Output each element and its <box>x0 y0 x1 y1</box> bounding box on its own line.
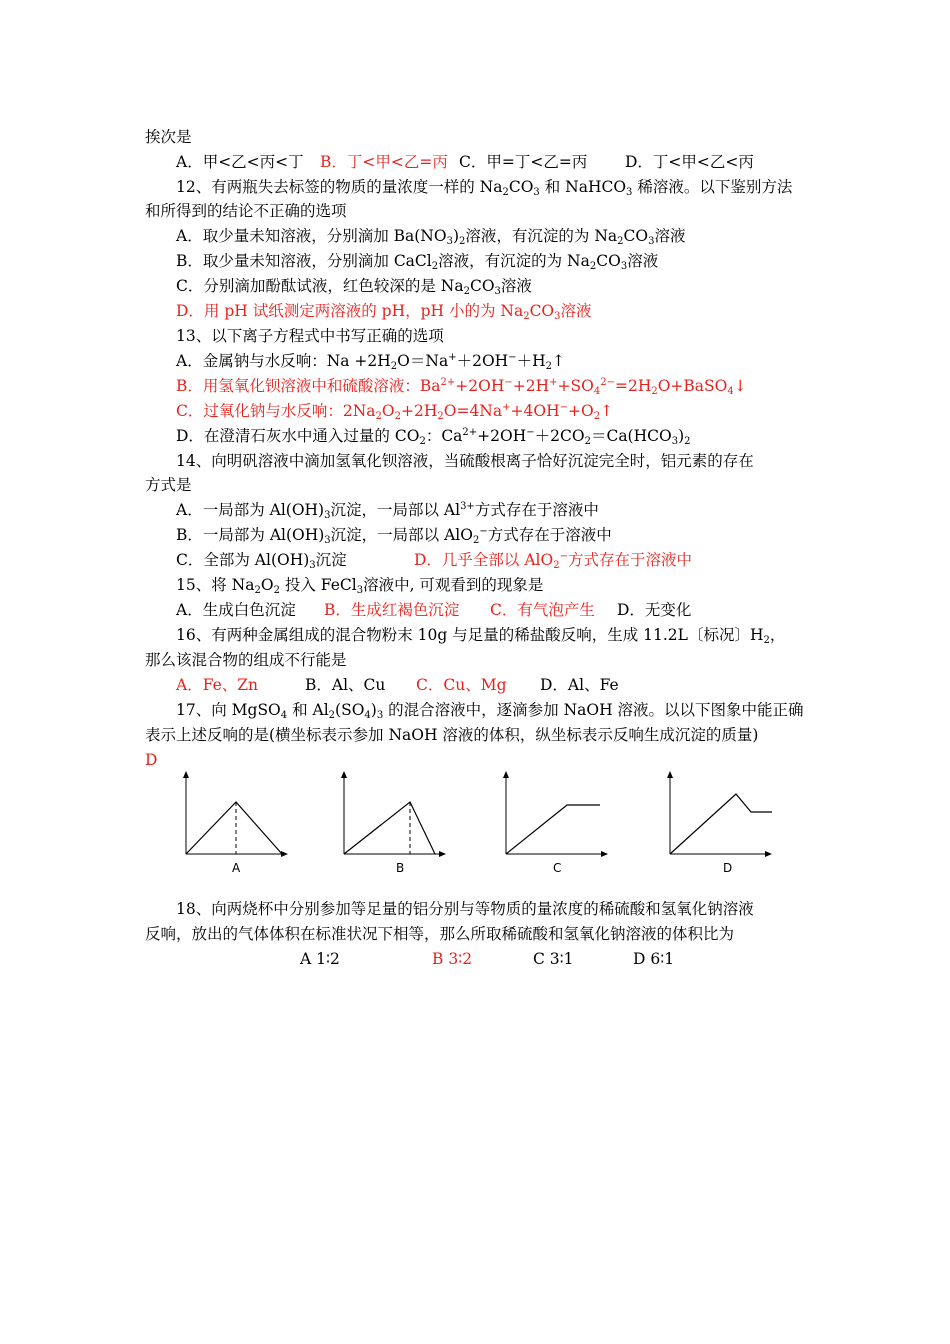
q15-option-d: D．无变化 <box>617 601 692 619</box>
q12-option-a: A．取少量未知溶液，分别滴加 $Ba(NO_3)_2$溶液，有沉淀的为 $Na_2CO_3$溶液 <box>176 227 686 247</box>
q18-option-a: A 1∶2 <box>300 950 340 968</box>
q16-stem-cont: 那么该混合物的组成不行能是 <box>145 651 347 669</box>
q18-option-c: C 3∶1 <box>533 950 574 968</box>
q17-stem-cont: 表示上述反响的是(横坐标表示参加 NaOH 溶液的体积，纵坐标表示反响生成沉淀的质量) <box>145 726 759 744</box>
q14-stem: 14、向明矾溶液中滴加氢氧化钡溶液，当硫酸根离子恰好沉淀完全时，铝元素的存在 <box>176 452 754 470</box>
q16-stem: 16、有两种金属组成的混合物粉末 10g 与足量的稀盐酸反响，生成 11.2L〔标况〕$H_2$， <box>176 626 786 646</box>
q14-option-a: A．一局部为 $Al(OH)_3$沉淀，一局部以 $Al^{3+}$方式存在于溶液中 <box>176 501 599 521</box>
q16-option-c-answer: C．Cu、Mg <box>416 676 507 694</box>
q12-stem-cont: 和所得到的结论不正确的选项 <box>145 202 347 220</box>
q13-option-b-answer: B．用氢氧化钡溶液中和硫酸溶液：$Ba^{2+}+2OH^-+2H^++SO_4^{2-}=2H_2O+BaSO_4↓$ <box>176 377 747 397</box>
q16-option-b: B．Al、Cu <box>305 676 386 694</box>
q18-stem-cont: 反响，放出的气体体积在标准状况下相等，那么所取稀硫酸和氢氧化钠溶液的体积比为 <box>145 925 735 943</box>
q12-option-c: C．分别滴加酚酞试液，红色较深的是 $Na_2CO_3$溶液 <box>176 277 532 297</box>
q14-stem-cont: 方式是 <box>145 476 192 494</box>
q15-stem: 15、将 $Na_2O_2$ 投入 FeCl$_3$溶液中, 可观看到的现象是 <box>176 576 544 596</box>
graph-a <box>172 768 292 880</box>
q11-option-b-answer: B．丁<甲<乙=丙 <box>320 153 448 171</box>
q15-option-c-answer: C．有气泡产生 <box>490 601 595 619</box>
q14-option-d-answer: D．几乎全部以 AlO$_2$−方式存在于溶液中 <box>414 551 692 571</box>
q13-stem: 13、以下离子方程式中书写正确的选项 <box>176 327 444 345</box>
q18-stem: 18、向两烧杯中分别参加等足量的铝分别与等物质的量浓度的稀硫酸和氢氧化钠溶液 <box>176 900 754 918</box>
q11-option-d: D．丁<甲<乙<丙 <box>625 153 754 171</box>
q15-option-a: A．生成白色沉淀 <box>176 601 296 619</box>
q18-option-b-answer: B 3∶2 <box>432 950 473 968</box>
graph-d <box>656 768 776 880</box>
graph-b-label: B <box>396 861 405 875</box>
graph-b <box>330 768 450 880</box>
q13-option-c-answer: C．过氧化钠与水反响：$2Na_2O_2+2H_2O=4Na^++4OH^-+O_2↑$ <box>176 402 614 422</box>
q12-option-b: B．取少量未知溶液，分别滴加 CaCl$_2$溶液，有沉淀的为 $Na_2CO_3$溶液 <box>176 252 659 272</box>
q13-option-d: D．在澄清石灰水中通入过量的 $CO_2$：$Ca^{2+}+2OH^-+2CO_2=Ca(HCO_3)_2$ <box>176 427 691 447</box>
graph-c <box>492 768 612 880</box>
q13-option-a: A．金属钠与水反响：$Na +2H_2O=Na^++2OH^-+H_2↑$ <box>176 352 565 372</box>
q12-option-d-answer: D．用 pH 试纸测定两溶液的 pH，pH 小的为 $Na_2CO_3$溶液 <box>176 302 592 322</box>
q14-option-c: C．全部为 $Al(OH)_3$沉淀 <box>176 551 347 571</box>
graph-d-label: D <box>723 861 733 875</box>
q11-option-c: C．甲=丁<乙=丙 <box>459 153 588 171</box>
q15-option-b-answer: B．生成红褐色沉淀 <box>324 601 460 619</box>
q12-stem: 12、有两瓶失去标签的物质的量浓度一样的 $Na_2CO_3$ 和 NaHCO$_3$ 稀溶液。以下鉴别方法 <box>176 178 793 198</box>
q17-answer: D <box>145 751 158 769</box>
text-line: 挨次是 <box>145 128 192 146</box>
graph-c-label: C <box>553 861 562 875</box>
q18-option-d: D 6∶1 <box>633 950 675 968</box>
q16-option-a-answer: A．Fe、Zn <box>176 676 259 694</box>
q14-option-b: B．一局部为 $Al(OH)_3$沉淀，一局部以 AlO$_2$−方式存在于溶液中 <box>176 526 612 546</box>
q16-option-d: D．Al、Fe <box>540 676 619 694</box>
graph-a-label: A <box>232 861 241 875</box>
q11-option-a: A．甲<乙<丙<丁 <box>176 153 304 171</box>
q17-stem: 17、向 MgSO$_4$ 和 $Al_2(SO_4)_3$ 的混合溶液中，逐滴参加 NaOH 溶液。以以下图象中能正确 <box>176 701 804 721</box>
